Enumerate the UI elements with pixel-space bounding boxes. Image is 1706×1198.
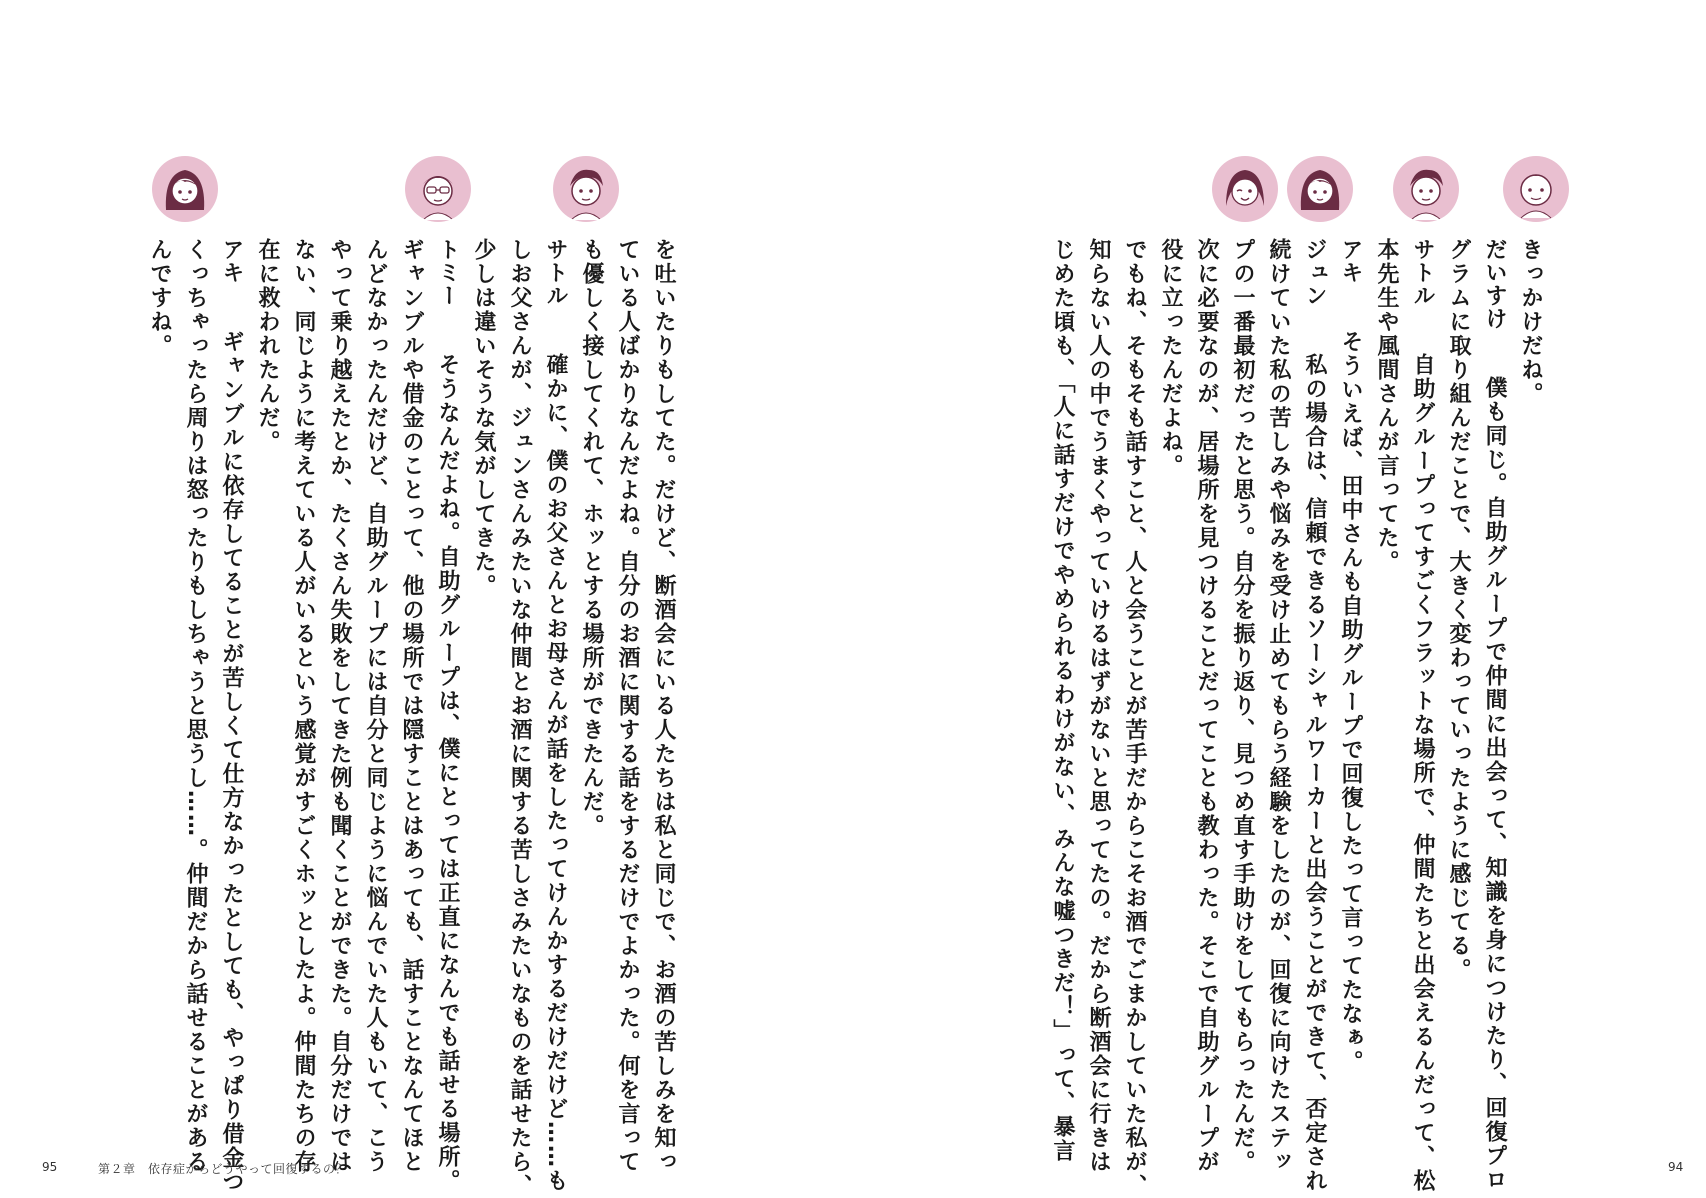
dialogue-line: トミー そうなんだよね。自助グループは、僕にとっては正直になんでも話せる場所。 (435, 238, 460, 1193)
text-line: くっちゃったら周りは怒ったりもしちゃうと思うし……。仲間だから話せることがある (183, 238, 208, 1174)
speaker-satoru: サトル (1410, 238, 1435, 307)
speaker-aki: アキ (1338, 238, 1363, 284)
text-line: 知らない人の中でうまくやっていけるはずがないと思ってたの。だから断酒会に行きは (1086, 238, 1111, 1174)
speaker-satoru: サトル (543, 238, 568, 307)
chapter-running-head: 第２章 依存症からどうやって回復するの？ (98, 1162, 349, 1176)
text-line: ギャンブルや借金のことって、他の場所では隠すことはあっても、話すことなんてほと (399, 238, 424, 1174)
text-line: 役に立ったんだよね。 (1158, 238, 1183, 478)
text-line: プの一番最初だったと思う。自分を振り返り、見つめ直す手助けをしてもらったんだ。 (1230, 238, 1255, 1174)
text-line: きっかけだね。 (1518, 238, 1543, 406)
page-number: 94 (1668, 1160, 1684, 1174)
aki-avatar-icon (1287, 156, 1353, 222)
dialogue-line: ジュン 私の場合は、信頼できるソーシャルワーカーと出会うことができて、否定され (1302, 238, 1327, 1193)
dialogue-line: だいすけ 僕も同じ。自助グループで仲間に出会って、知識を身につけたり、回復プロ (1482, 238, 1507, 1192)
text-line: 少しは違いそうな気がしてきた。 (471, 238, 496, 598)
text-line: も優しく接してくれて、ホッとする場所ができたんだ。 (579, 238, 604, 838)
text-line: を吐いたりもしてた。だけど、断酒会にいる人たちは私と同じで、お酒の苦しみを知っ (651, 238, 676, 1174)
satoru-avatar-icon (1393, 156, 1459, 222)
dialogue-line: サトル 確かに、僕のお父さんとお母さんが話をしたってけんかするだけだけど……も (543, 238, 568, 1193)
tommy-avatar-icon (405, 156, 471, 222)
right-page-text (972, 238, 1620, 1198)
speaker-daisuke: だいすけ (1482, 238, 1507, 330)
jun-avatar-icon (1212, 156, 1278, 222)
text-line: グラムに取り組んだことで、大きく変わっていったように感じてる。 (1446, 238, 1471, 982)
speaker-aki: アキ (219, 238, 244, 284)
text-line: 次に必要なのが、居場所を見つけることだってことも教わった。そこで自助グループが (1194, 238, 1219, 1174)
text-line: 続けていた私の苦しみや悩みを受け止めてもらう経験をしたのが、回復に向けたステッ (1266, 238, 1291, 1174)
speaker-jun: ジュン (1302, 238, 1327, 307)
text-line: しお父さんが、ジュンさんみたいな仲間とお酒に関する苦しさみたいなものを話せたら、 (507, 238, 532, 1198)
dialogue-line: アキ ギャンブルに依存してることが苦しくて仕方なかったとしても、やっぱり借金つ (219, 238, 244, 1194)
dialogue-line: アキ そういえば、田中さんも自助グループで回復したって言ってたなぁ。 (1338, 238, 1363, 1074)
text-line: でもね、そもそも話すこと、人と会うことが苦手だからこそお酒でごまかしていた私が、 (1122, 238, 1147, 1198)
text-line: んですね。 (147, 238, 172, 358)
text-line: ない、同じように考えている人がいるという感覚がすごくホッとしたよ。仲間たちの存 (291, 238, 316, 1174)
dialogue-line: サトル 自助グループってすごくフラットな場所で、仲間たちと出会えるんだって、松 (1410, 238, 1435, 1193)
aki-avatar-icon (152, 156, 218, 222)
text-line: やって乗り越えたとか、たくさん失敗をしてきた例も聞くことができた。自分だけでは (327, 238, 352, 1174)
text-line: ている人ばかりなんだよね。自分のお酒に関する話をするだけでよかった。何を言って (615, 238, 640, 1174)
text-line: じめた頃も、「人に話すだけでやめられるわけがない、みんな嘘つきだ！」って、暴言 (1050, 238, 1075, 1163)
text-line: んどなかったんだけど、自助グループには自分と同じように悩んでいた人もいて、こう (363, 238, 388, 1174)
satoru-avatar-icon (553, 156, 619, 222)
daisuke-avatar-icon (1503, 156, 1569, 222)
page-number: 95 (42, 1160, 58, 1174)
right-page (853, 0, 1706, 1198)
speaker-tommy: トミー (435, 238, 460, 307)
text-line: 在に救われたんだ。 (255, 238, 280, 454)
text-line: 本先生や風間さんが言ってた。 (1374, 238, 1399, 574)
